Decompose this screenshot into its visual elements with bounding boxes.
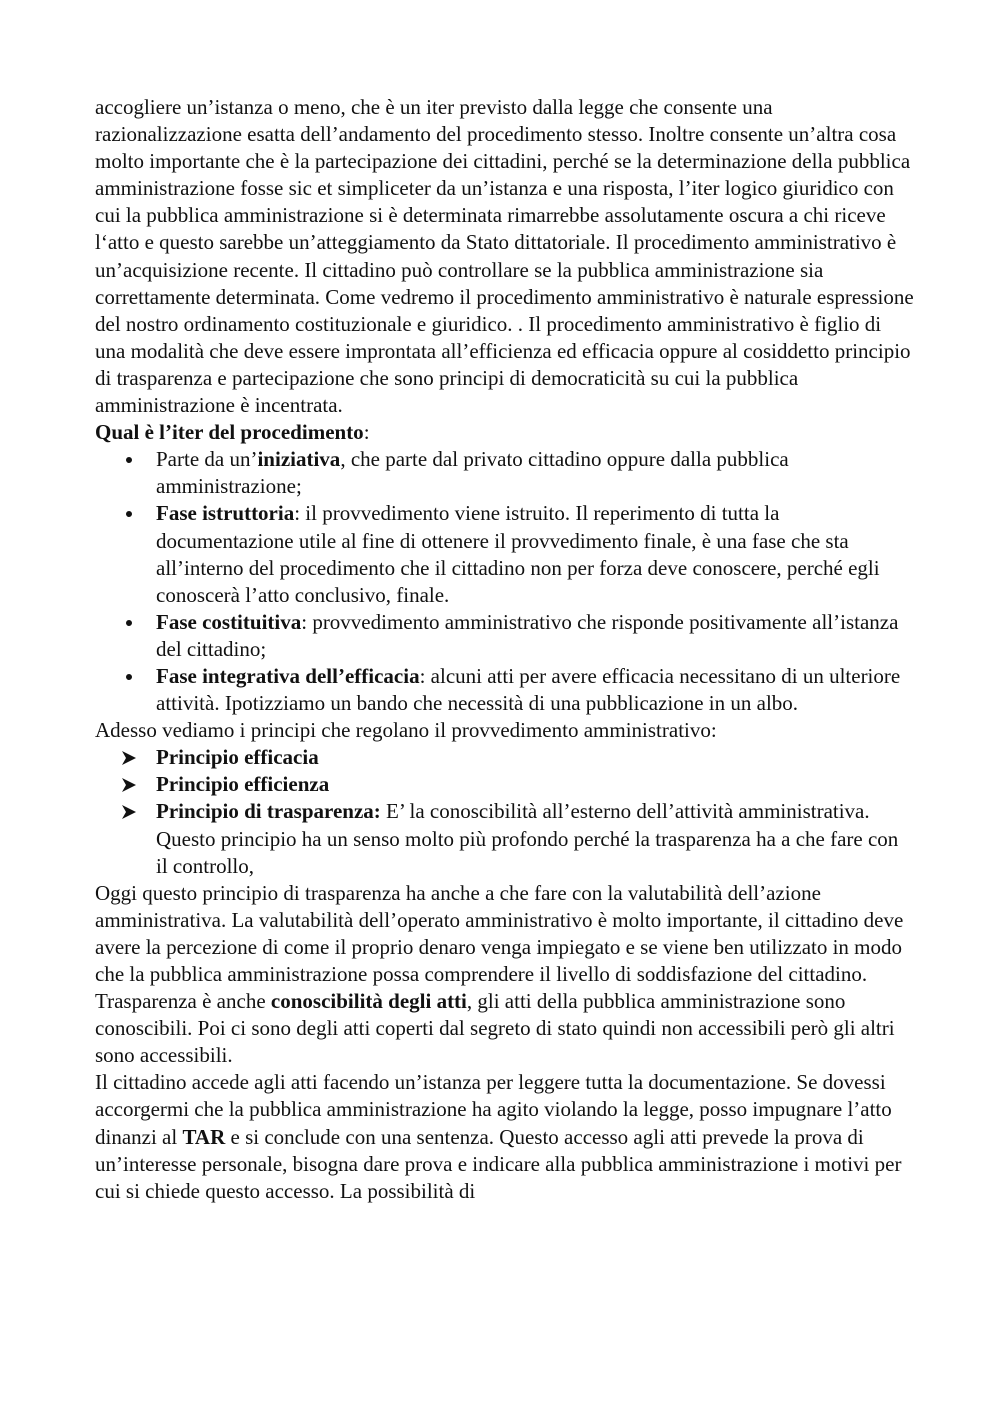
list-item-text: : provvedimento amministrativo che risponde positivamente all’istanza del cittadino;	[156, 609, 899, 661]
paragraph-text: Il cittadino accede agli atti facendo un’istanza per leggere tutta la documentazione. Se dovessi accorgermi che la pubblica amministrazione ha agito violando la legge, posso impugnare l’atto dinanzi al	[95, 1070, 892, 1149]
list-item-text: : il provvedimento viene istruito. Il reperimento di tutta la documentazione utile al fine di ottenere il provvedimento finale, è una fase che sta all’interno del procedimento che il cittadino non per forza deve conoscere, perché egli conoscerà l’atto conclusivo, finale.	[156, 501, 880, 607]
document-page	[95, 94, 915, 1205]
list-item	[156, 663, 915, 717]
list-item-bold: Fase costituitiva	[156, 609, 302, 634]
paragraph-text: e si conclude con una sentenza. Questo accesso agli atti prevede la prova di un’interesse personale, bisogna dare prova e indicare alla pubblica amministrazione i motivi per cui si chiede questo accesso. La possibilità di	[95, 1124, 902, 1203]
arrowhead-bullet-icon	[120, 744, 138, 771]
list-item	[156, 798, 915, 879]
iter-heading	[95, 419, 915, 446]
principle-text: E’ la conoscibilità all’esterno dell’attività amministrativa. Questo principio ha un senso molto più profondo perché la trasparenza ha a che fare con il controllo,	[156, 799, 899, 878]
list-item	[156, 446, 915, 500]
principles-list	[95, 744, 915, 879]
access-paragraph	[95, 1069, 915, 1204]
paragraph-bold: conoscibilità degli atti	[270, 989, 467, 1014]
list-item	[156, 500, 915, 608]
intro-paragraph: accogliere un’istanza o meno, che è un iter previsto dalla legge che consente una razionalizzazione esatta dell’andamento del procedimento stesso. Inoltre consente un’altra cosa molto importante che è la partecipazione dei cittadini, perché se la determinazione della pubblica amministrazione fosse sic et simpliceter da un’istanza e una risposta, l’iter logico giuridico con cui la pubblica amministrazione si è determinata rimarrebbe assolutamente oscura a chi riceve l‘atto e questo sarebbe un’atteggiamento da Stato dittatoriale. Il procedimento amministrativo è un’acquisizione recente. Il cittadino può controllare se la pubblica amministrazione sia correttamente determinata. Come vedremo il procedimento amministrativo è naturale espressione del nostro ordinamento costituzionale e giuridico. . Il procedimento amministrativo è figlio di una modalità che deve essere improntata all’efficienza ed efficacia oppure al cosiddetto principio di trasparenza e partecipazione che sono principi di democraticità su cui la pubblica amministrazione è incentrata.	[95, 95, 914, 418]
list-item	[156, 609, 915, 663]
list-item	[156, 771, 915, 798]
arrowhead-bullet-icon	[120, 798, 138, 825]
paragraph-text: Oggi questo principio di trasparenza ha anche a che fare con la valutabilità dell’azione amministrativa. La valutabilità dell’operato amministrativo è molto importante, il cittadino deve avere la percezione di come il proprio denaro venga impiegato e se viene ben utilizzato in modo che la pubblica amministrazione possa comprendere il livello di soddisfazione del cittadino. Trasparenza è anche	[95, 880, 904, 1014]
list-item-pre: Parte da un’	[156, 447, 258, 472]
list-item-bold: iniziativa	[257, 447, 341, 472]
list-item	[156, 744, 915, 771]
list-item-bold: Fase integrativa dell’efficacia	[156, 663, 420, 688]
paragraph-text: , gli atti della pubblica amministrazione sono conoscibili. Poi ci sono degli atti coperti dal segreto di stato quindi non accessibili però gli altri sono accessibili.	[95, 989, 895, 1068]
list-item-text: , che parte dal privato cittadino oppure dalla pubblica amministrazione;	[156, 447, 789, 499]
iter-heading-colon: :	[363, 420, 370, 445]
principles-intro: Adesso vediamo i principi che regolano il provvedimento amministrativo:	[95, 718, 717, 743]
list-item-bold: Fase istruttoria	[156, 501, 295, 526]
principle-title: Principio di trasparenza:	[156, 799, 381, 824]
iter-heading-bold: Qual è l’iter del procedimento	[95, 420, 364, 445]
principle-title: Principio efficienza	[156, 772, 330, 797]
list-item-text: : alcuni atti per avere efficacia necessitano di un ulteriore attività. Ipotizziamo un bando che necessità di una pubblicazione in un albo.	[156, 663, 901, 716]
paragraph-bold: TAR	[182, 1124, 226, 1149]
transparency-paragraph	[95, 880, 915, 1070]
arrowhead-bullet-icon	[120, 771, 138, 798]
iter-list	[95, 446, 915, 717]
principle-title: Principio efficacia	[156, 745, 319, 770]
